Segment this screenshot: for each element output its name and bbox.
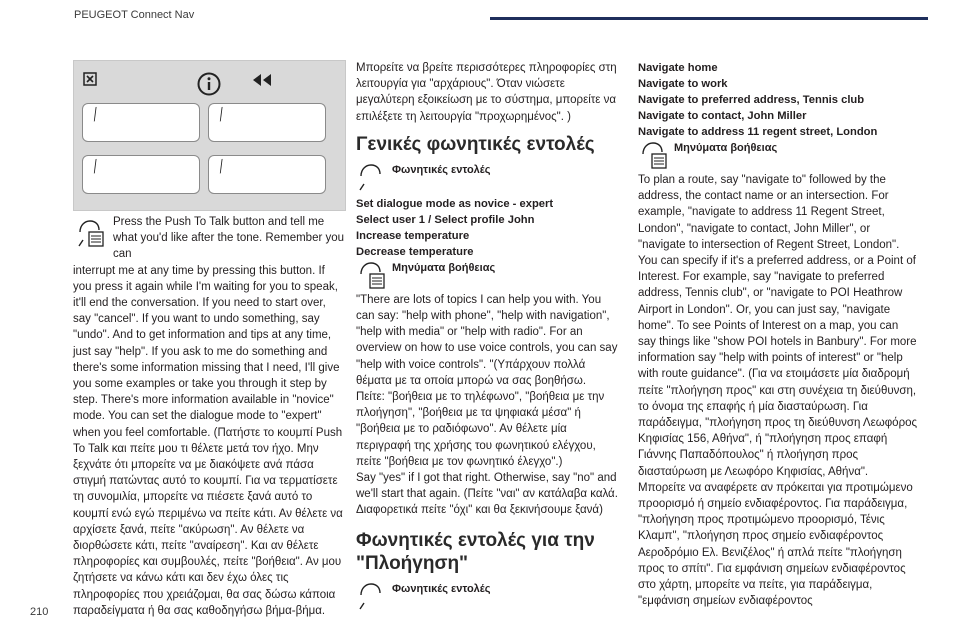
help-messages-label: Μηνύματα βοήθειας bbox=[674, 142, 778, 154]
command-tile bbox=[82, 155, 200, 194]
help-text-confirm: Say "yes" if I got that right. Otherwise, say "no" and we'll start that again. (Πείτε "ναι" αν κατάλαβα καλά. Διαφορετικά πείτε "όχι" και θα ξεκινήσουμε ξανά) bbox=[356, 472, 618, 517]
intro-text: interrupt me at any time by pressing this button. If you press it again while I'm waiting for you to speak, it'll end the conversation. If you need to start over, say "cancel". If you want to undo something, say "undo". And to get information and tips at any time, just say "help". If you ask to me do something and there's some information missing that I need, I'll give you some examples or take you through it step by step. There's more information available in "novice" mode. You can set the dialogue mode to "expert" when you feel comfortable. (Πατήστε το κουμπί Push To Talk και πείτε μου τι θέλετε μετά τον ήχο. Μην ξεχνάτε ότι μπορείτε να με διακόψετε ανά πάσα στιγμή πατώντας αυτό το κουμπί. Για να τερματίσετε τη συνομιλία, μπορείτε να πιέσετε ξανά αυτό το κουμπί ενώ εγώ περιμένω να πείτε κάτι. Αν θέλετε να αρχίσετε ξανά, πείτε "ακύρωση". Αν θέλετε να διορθώσετε κάτι, πείτε "αναίρεση". Και αν θέλετε πληροφορίες και συμβουλές, πείτε "βοήθεια". Αν μου ζητήσετε να κάνω κάτι και δεν έχω όλες τις πληροφορίες που χρειάζομαι, θα σας δώσω κάποια παραδείγματα ή θα σας καθοδηγήσω βήμα-βήμα. bbox=[73, 264, 343, 617]
section-heading-general: Γενικές φωνητικές εντολές bbox=[356, 133, 595, 155]
navigation-commands-list bbox=[638, 60, 918, 140]
section-heading-navigation: Φωνητικές εντολές για την "Πλοήγηση" bbox=[356, 529, 595, 574]
command-item: Navigate to contact, John Miller bbox=[638, 110, 807, 122]
command-item: Select user 1 / Select profile John bbox=[356, 213, 535, 226]
help-message-icon bbox=[356, 260, 386, 290]
voice-command-icon bbox=[356, 162, 386, 192]
command-item: Navigate to preferred address, Tennis club bbox=[638, 94, 865, 106]
voice-screen-illustration bbox=[73, 60, 346, 211]
command-item: Navigate to address 11 regent street, London bbox=[638, 126, 878, 138]
voice-commands-label-row bbox=[356, 162, 618, 192]
voice-commands-label: Φωνητικές εντολές bbox=[392, 163, 491, 176]
help-messages-label-row bbox=[638, 140, 918, 170]
command-tile bbox=[208, 103, 326, 142]
column-3 bbox=[638, 60, 918, 609]
pencil-icon: ╱ bbox=[216, 108, 227, 122]
voice-commands-label-row bbox=[356, 581, 618, 611]
mute-icon bbox=[83, 72, 97, 86]
help-messages-label-row bbox=[356, 260, 618, 290]
info-icon bbox=[197, 72, 221, 96]
command-tile bbox=[82, 103, 200, 142]
pencil-icon: ╱ bbox=[90, 160, 101, 174]
running-header: PEUGEOT Connect Nav bbox=[74, 9, 195, 21]
voice-command-icon bbox=[75, 218, 105, 248]
voice-commands-label: Φωνητικές εντολές bbox=[392, 582, 491, 595]
command-item: Set dialogue mode as novice - expert bbox=[356, 197, 554, 210]
help-messages-label: Μηνύματα βοήθειας bbox=[392, 261, 496, 274]
command-item: Increase temperature bbox=[356, 229, 470, 242]
column-1 bbox=[73, 214, 345, 619]
page-number: 210 bbox=[30, 606, 49, 618]
command-item: Decrease temperature bbox=[356, 245, 474, 258]
general-commands-list bbox=[356, 196, 618, 260]
navigation-help-text: To plan a route, say "navigate to" followed by the address, the contact name or an intersection. For example, "navigate to address 11 Regent Street, London", "navigate to contact, John Miller", or "navigate to intersection of Regent Street, London". You can specify if it's a preferred address, or a Point of Interest. For example, say "navigate to preferred address, Tennis club", or "navigate to POI Heathrow Airport in London". Or, you can just say, "navigate home". To see Points of Interest on a map, you can say things like "show POI hotels in Banbury". For more information say "help with points of interest" or "help with route guidance". (Για να ετοιμάσετε μία διαδρομή πείτε "πλοήγηση προς" και στη συνέχεια τη διεύθυνση, το όνομα της επαφής ή μία διασταύρωση. Για παράδειγμα, "πλοήγηση προς τη διεύθυνση Λεωφόρος Κηφισίας 156, Αθήνα", ή "πλοήγηση προς επαφή Γιάννης Παπαδόπουλος" ή πλοήγηση προς διασταύρωση με Λεωφόρο Κηφισίας, Αθήνα". Μπορείτε να αναφέρετε αν πρόκειται για προτιμώμενο προορισμό ή σημείο ενδιαφέροντος. Για παράδειγμα, "πλοήγηση προς προτιμώμενο προορισμό, Τένις Κλαμπ", "πλοήγηση προς σημείο ενδιαφέροντος Αεροδρόμιο Ελ. Βενιζέλος" ή απλά πείτε "πλοήγηση προς το σπίτι". Για εμφάνιση σημείων ενδιαφέροντος στο χάρτη, μπορείτε να πείτε, για παράδειγμα, "εμφάνιση σημείων ενδιαφέροντος bbox=[638, 174, 918, 608]
voice-command-icon bbox=[356, 581, 386, 611]
header-rule bbox=[490, 17, 928, 20]
pencil-icon: ╱ bbox=[216, 160, 227, 174]
rewind-icon bbox=[251, 72, 273, 88]
column-2 bbox=[356, 60, 618, 615]
command-item: Navigate home bbox=[638, 62, 718, 74]
intro-text-first: Press the Push To Talk button and tell me what you'd like after the tone. Remember you can bbox=[113, 216, 345, 261]
paragraph: Μπορείτε να βρείτε περισσότερες πληροφορίες στη λειτουργία για "αρχάριους". Όταν νιώσετε μεγαλύτερη εξοικείωση με το σύστημα, μπορείτε να επιλέξετε τη λειτουργία "προχωρημένος". ) bbox=[356, 62, 617, 123]
help-text: "There are lots of topics I can help you with. You can say: "help with phone", "help with navigation", "help with media" or "help with radio". For an overview on how to use voice controls, you can say "help with voice controls". "(Υπάρχουν πολλά θέματα με τα οποία μπορώ να σας βοηθήσω. Πείτε: "βοήθεια με το τηλέφωνο", "βοήθεια με την πλοήγηση", "βοήθεια με τα ψηφιακά μέσα" ή "βοήθεια με το ραδιόφωνο". Αν θέλετε μία περιγραφή της χρήσης του φωνητικού ελέγχου, πείτε "βοήθεια με τον φωνητικό έλεγχο".) bbox=[356, 293, 618, 468]
pencil-icon: ╱ bbox=[90, 108, 101, 122]
command-tile bbox=[208, 155, 326, 194]
command-item: Navigate to work bbox=[638, 78, 728, 90]
help-message-icon bbox=[638, 140, 668, 170]
